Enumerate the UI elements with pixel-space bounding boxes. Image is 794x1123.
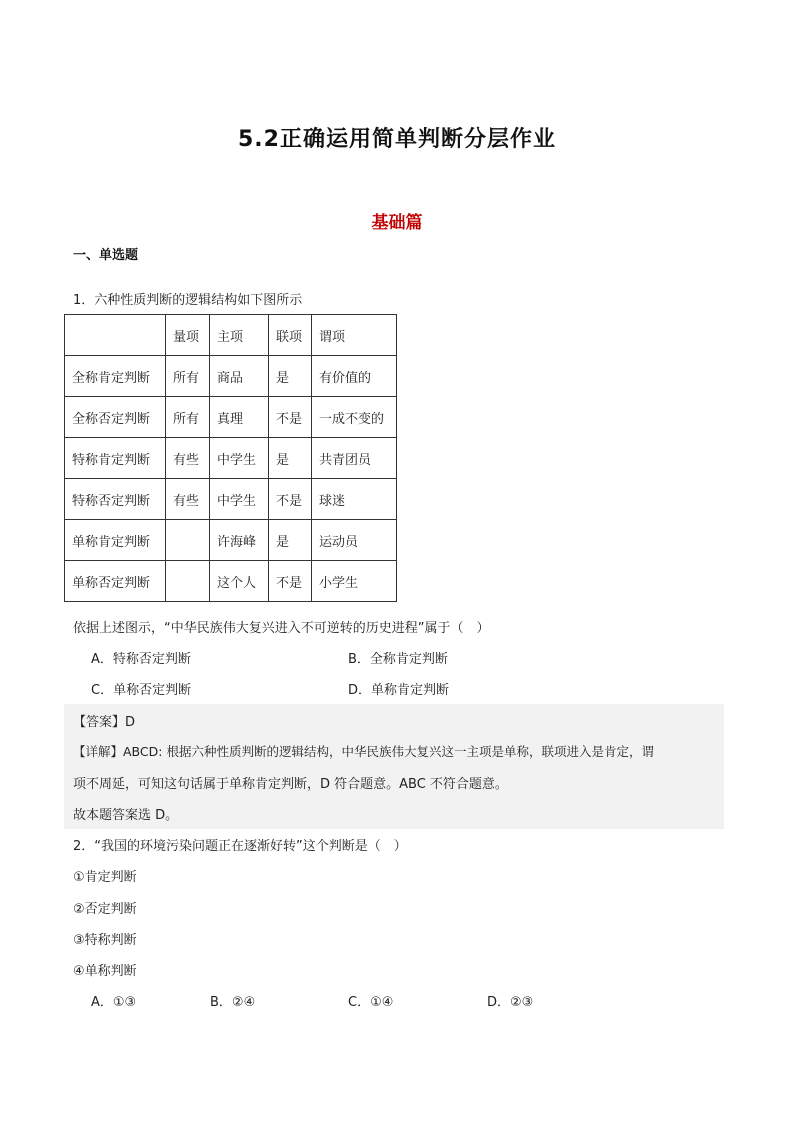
section-heading: 基础篇 [371, 213, 423, 233]
table-cell: 许海峰 [210, 520, 269, 561]
option-c: C．①④ [348, 995, 394, 1010]
table-cell: 特称肯定判断 [65, 438, 166, 479]
part-heading: 一、单选题 [73, 248, 139, 263]
table-cell: 不是 [269, 397, 312, 438]
table-cell: 主项 [210, 315, 269, 356]
table-cell: 这个人 [210, 561, 269, 602]
table-cell: 真理 [210, 397, 269, 438]
option-b: B．②④ [210, 995, 256, 1010]
table-cell: 球迷 [312, 479, 397, 520]
statement-item: ④单称判断 [73, 964, 137, 979]
statement-item: ②否定判断 [73, 902, 137, 917]
table-cell: 有些 [166, 479, 210, 520]
table-cell: 量项 [166, 315, 210, 356]
table-cell: 全称肯定判断 [65, 356, 166, 397]
option-a: A．①③ [91, 995, 137, 1010]
question-1-stem: 1．六种性质判断的逻辑结构如下图所示 [73, 293, 303, 308]
table-cell: 中学生 [210, 438, 269, 479]
table-cell: 所有 [166, 356, 210, 397]
option-d: D．②③ [487, 995, 534, 1010]
table-row [65, 397, 397, 438]
table-row [65, 479, 397, 520]
table-cell: 单称否定判断 [65, 561, 166, 602]
document-title: 5.2正确运用简单判断分层作业 [238, 127, 556, 152]
table-row [65, 561, 397, 602]
table-cell: 一成不变的 [312, 397, 397, 438]
table-row [65, 356, 397, 397]
answer-line: 【答案】D [73, 715, 136, 730]
question-2-stem: 2．“我国的环境污染问题正在逐渐好转”这个判断是（ ） [73, 839, 407, 854]
table-cell: 所有 [166, 397, 210, 438]
option-c: C．单称否定判断 [91, 683, 192, 698]
table-cell: 中学生 [210, 479, 269, 520]
table-cell: 不是 [269, 561, 312, 602]
table-cell: 商品 [210, 356, 269, 397]
statement-item: ③特称判断 [73, 933, 137, 948]
option-a: A．特称否定判断 [91, 652, 191, 667]
table-cell: 是 [269, 356, 312, 397]
table-header-row [65, 315, 397, 356]
table-cell: 运动员 [312, 520, 397, 561]
table-cell: 有些 [166, 438, 210, 479]
explanation-line-2: 项不周延，可知这句话属于单称肯定判断，D 符合题意。ABC 不符合题意。 [73, 777, 508, 792]
table-cell [166, 520, 210, 561]
option-b: B．全称肯定判断 [348, 652, 448, 667]
answer-conclusion: 故本题答案选 D。 [73, 808, 179, 823]
table-cell: 小学生 [312, 561, 397, 602]
question-1-prompt: 依据上述图示，“中华民族伟大复兴进入不可逆转的历史进程”属于（ ） [73, 621, 490, 636]
table-cell: 共青团员 [312, 438, 397, 479]
table-cell: 有价值的 [312, 356, 397, 397]
table-row [65, 438, 397, 479]
table-cell [65, 315, 166, 356]
explanation-line-1: 【详解】ABCD: 根据六种性质判断的逻辑结构，中华民族伟大复兴这一主项是单称，联项进入是肯定，谓 [73, 744, 654, 759]
table-cell: 单称肯定判断 [65, 520, 166, 561]
table-row [65, 520, 397, 561]
option-d: D．单称肯定判断 [348, 683, 450, 698]
judgment-structure-table [64, 314, 397, 602]
table-cell: 不是 [269, 479, 312, 520]
table-cell: 联项 [269, 315, 312, 356]
table-cell: 是 [269, 438, 312, 479]
table-cell: 是 [269, 520, 312, 561]
table-cell [166, 561, 210, 602]
table-cell: 全称否定判断 [65, 397, 166, 438]
table-cell: 特称否定判断 [65, 479, 166, 520]
statement-item: ①肯定判断 [73, 870, 137, 885]
table-cell: 谓项 [312, 315, 397, 356]
